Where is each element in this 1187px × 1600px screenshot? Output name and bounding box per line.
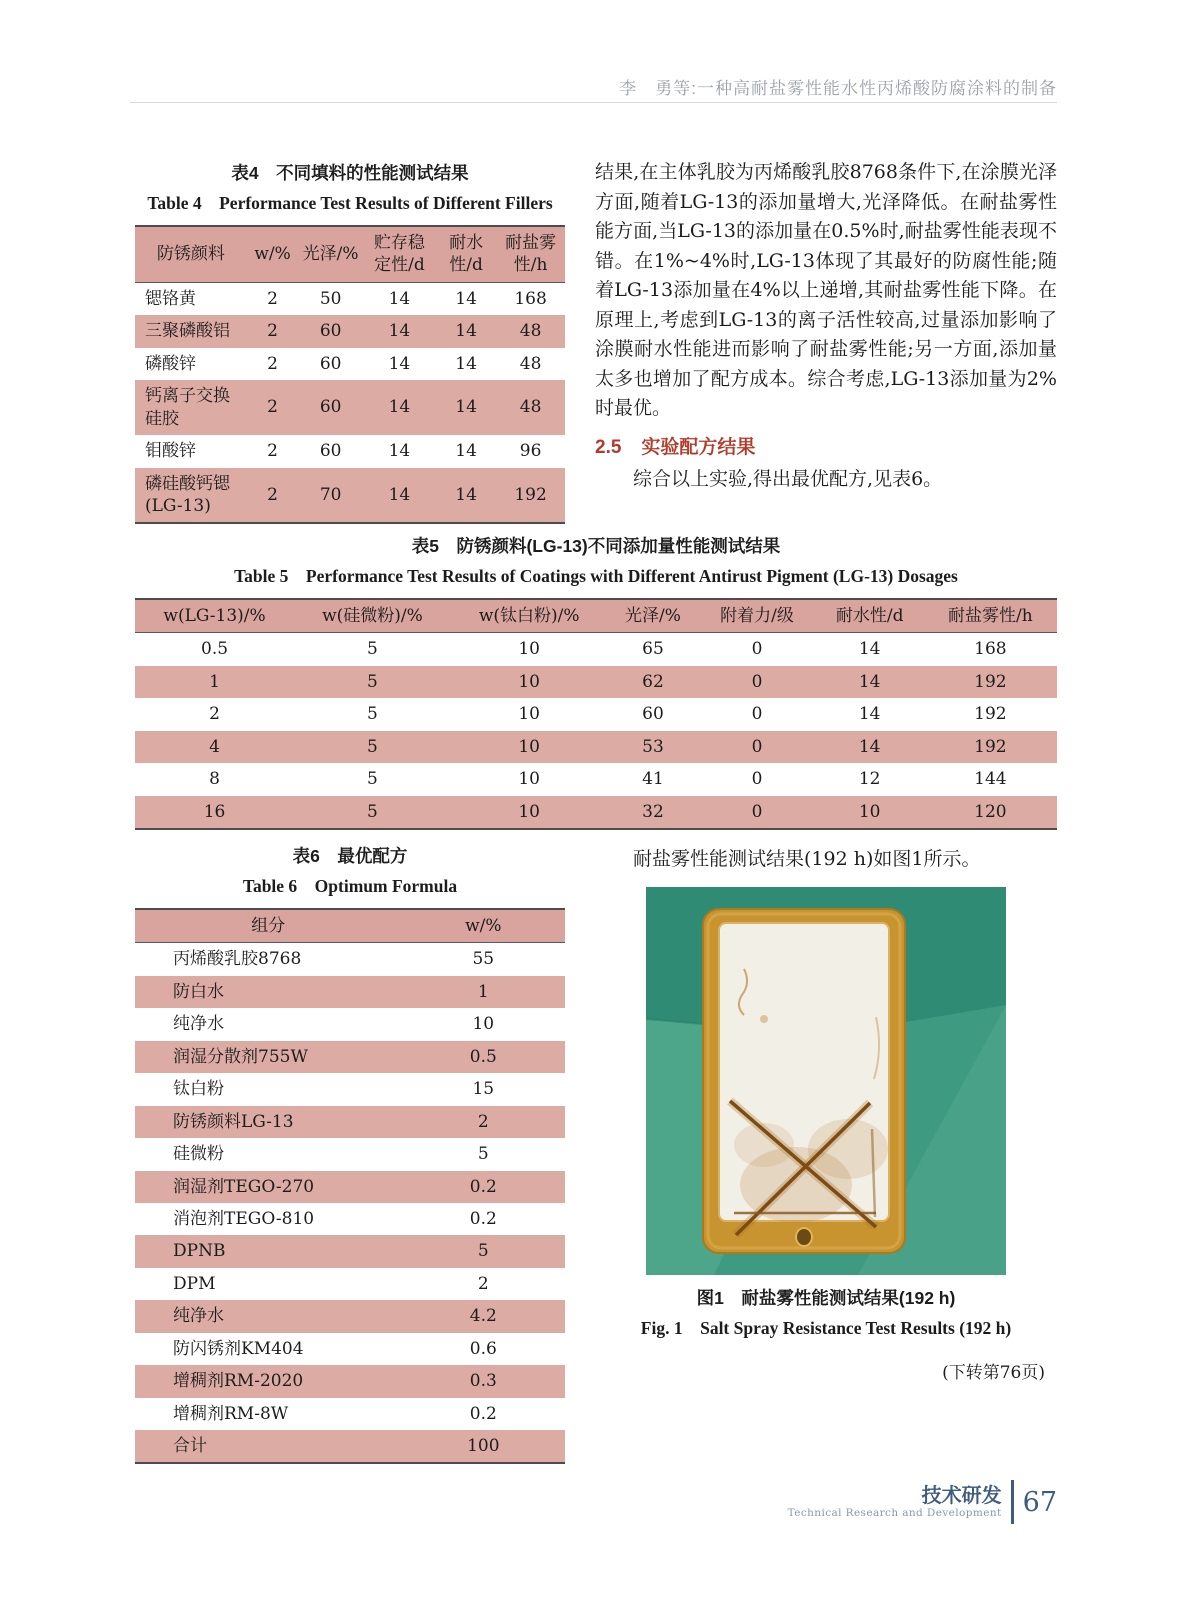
table-row <box>135 633 1057 666</box>
table-cell: 0 <box>751 801 763 822</box>
table-cell: 2 <box>267 397 278 418</box>
column-header: 附着力/级 <box>720 606 794 626</box>
table-cell: 12 <box>858 769 881 790</box>
table4-title-en: Table 4 Performance Test Results of Different Fillers <box>147 193 553 213</box>
section-number: 2.5 <box>595 436 622 458</box>
table-row <box>135 796 1057 829</box>
table5-title-en: Table 5 Performance Test Results of Coatings with Different Antirust Pigment (LG-13) Dosages <box>234 566 958 586</box>
table-cell: 53 <box>642 736 664 757</box>
table-cell: 10 <box>518 671 540 692</box>
table-cell: 0 <box>751 639 763 660</box>
table-cell: 65 <box>642 639 664 660</box>
header-divider <box>130 102 1057 103</box>
footer-section-en: Technical Research and Development <box>787 1507 1002 1519</box>
table-cell: 8 <box>209 769 220 790</box>
table-cell: 5 <box>477 1241 489 1262</box>
table5 <box>135 598 1057 830</box>
footer-labels <box>788 1485 1002 1519</box>
table-row <box>135 1300 565 1332</box>
table-cell: 5 <box>367 704 378 725</box>
table-cell: 防锈颜料LG-13 <box>173 1111 294 1132</box>
table5-title-zh: 表5 防锈颜料(LG-13)不同添加量性能测试结果 <box>411 536 781 556</box>
table-cell: 5 <box>367 769 378 790</box>
table-cell: 10 <box>472 1014 495 1035</box>
table-cell: 14 <box>858 736 881 757</box>
table-row <box>135 1106 565 1138</box>
table-cell: 14 <box>858 704 881 725</box>
figure-intro-text: 耐盐雾性能测试结果(192 h)如图1所示。 <box>633 848 981 870</box>
table-row <box>135 666 1057 698</box>
table-row <box>135 943 565 976</box>
column-header: 贮存稳定性/d <box>373 233 425 276</box>
table-cell: 2 <box>267 484 278 505</box>
table-cell: 合计 <box>173 1436 207 1456</box>
table-cell: 144 <box>974 769 1007 790</box>
table-cell: 168 <box>514 288 547 309</box>
table-cell: 48 <box>519 397 542 418</box>
table-cell: 100 <box>467 1436 500 1456</box>
table-cell: 14 <box>858 671 881 692</box>
table-cell: 14 <box>455 353 477 374</box>
column-header: 耐盐雾性/h <box>948 606 1033 626</box>
table-cell: 41 <box>642 769 664 790</box>
table-cell: 防白水 <box>173 981 224 1002</box>
table-cell: 10 <box>518 639 540 660</box>
table-cell: 14 <box>455 441 477 462</box>
footer-section-zh: 技术研发 <box>921 1485 1002 1507</box>
table-cell: 0.5 <box>469 1046 497 1067</box>
column-header: w/% <box>254 244 291 265</box>
table-cell: 192 <box>514 484 547 505</box>
table-cell: 0.5 <box>201 639 229 660</box>
table-cell: 0.3 <box>469 1371 497 1392</box>
table-row <box>135 1398 565 1430</box>
table6-title-en: Table 6 Optimum Formula <box>242 876 458 896</box>
section-paragraph: 综合以上实验,得出最优配方,见表6。 <box>633 467 943 490</box>
table-cell: 0.2 <box>469 1176 497 1197</box>
table-cell: 0.6 <box>469 1338 497 1359</box>
table-cell: 48 <box>519 353 542 374</box>
table-cell: 14 <box>388 484 411 505</box>
column-header: 光泽/% <box>302 244 359 265</box>
test-panel <box>703 909 905 1253</box>
table-cell: 润湿分散剂755W <box>173 1046 308 1067</box>
table-cell: 192 <box>974 704 1007 725</box>
table-row <box>135 763 1057 795</box>
table-cell: 2 <box>477 1111 489 1132</box>
table-cell: 硅微粉 <box>173 1144 224 1165</box>
table-cell: 14 <box>388 397 411 418</box>
table-cell: 5 <box>367 736 378 757</box>
table-cell: 14 <box>455 484 477 505</box>
page-number: 67 <box>1022 1486 1057 1518</box>
panel-hole <box>796 1228 812 1246</box>
table-cell: 2 <box>267 288 278 309</box>
discussion-column <box>595 158 1057 494</box>
figure-caption-zh: 图1 耐盐雾性能测试结果(192 h) <box>696 1288 956 1308</box>
column-header: 耐盐雾性/h <box>505 233 557 276</box>
table-cell: 0.2 <box>469 1403 497 1424</box>
table-cell: 62 <box>642 671 664 692</box>
table-cell: 2 <box>477 1273 489 1294</box>
table-cell: 14 <box>388 441 411 462</box>
table-cell: 锶铬黄 <box>145 288 196 309</box>
table-cell: 0 <box>751 736 763 757</box>
table-row <box>135 315 565 347</box>
table-cell: 10 <box>518 736 540 757</box>
table-cell: 三聚磷酸铝 <box>145 321 230 342</box>
table-row <box>135 1008 565 1040</box>
table-cell: 1 <box>477 981 489 1002</box>
table-cell: 70 <box>319 484 342 505</box>
table-cell: 192 <box>974 671 1007 692</box>
table-cell: 50 <box>319 288 342 309</box>
table-cell: 0.2 <box>469 1208 497 1229</box>
table-row <box>135 1268 565 1300</box>
figure-caption-en: Fig. 1 Salt Spray Resistance Test Results (192 h) <box>640 1318 1012 1338</box>
table-row <box>135 976 565 1008</box>
continued-note: (下转第76页) <box>942 1363 1045 1383</box>
header-row <box>135 909 565 943</box>
table-cell: 55 <box>472 949 495 970</box>
table-cell: 磷硅酸钙锶(LG-13) <box>145 473 230 516</box>
column-header: 耐水性/d <box>449 233 484 276</box>
table-row <box>135 282 565 315</box>
table-cell: 4 <box>209 736 220 757</box>
table-cell: 丙烯酸乳胶8768 <box>173 949 302 970</box>
table-cell: 5 <box>367 671 378 692</box>
table-cell: 润湿剂TEGO-270 <box>173 1176 315 1197</box>
table-cell: 增稠剂RM-2020 <box>173 1371 304 1392</box>
table-cell: 10 <box>858 801 881 822</box>
column-header: 组分 <box>251 916 286 936</box>
table-cell: 5 <box>477 1144 489 1165</box>
table4-title-zh: 表4 不同填料的性能测试结果 <box>231 163 469 183</box>
table-row <box>135 1041 565 1073</box>
table-cell: 10 <box>518 704 540 725</box>
table-cell: 钛白粉 <box>173 1079 224 1100</box>
table-row <box>135 435 565 467</box>
table-cell: 60 <box>319 397 342 418</box>
table-cell: 14 <box>455 321 477 342</box>
table-cell: 1 <box>209 671 220 692</box>
figure-block <box>595 845 1057 1383</box>
table4-block <box>135 160 565 524</box>
column-header: w/% <box>465 916 502 936</box>
table-cell: 14 <box>455 288 477 309</box>
table-row <box>135 1365 565 1397</box>
table5-block <box>135 533 1057 830</box>
table-cell: 48 <box>519 321 542 342</box>
table-cell: 2 <box>267 353 278 374</box>
table-cell: 14 <box>388 353 411 374</box>
table-cell: 10 <box>518 801 540 822</box>
header-row <box>135 599 1057 633</box>
table-cell: 10 <box>518 769 540 790</box>
column-header: 光泽/% <box>625 606 681 626</box>
column-header: w(硅微粉)/% <box>322 606 423 626</box>
table-row <box>135 731 1057 763</box>
table-cell: 60 <box>642 704 664 725</box>
table-cell: 14 <box>858 639 881 660</box>
page-footer <box>788 1480 1057 1524</box>
discussion-paragraph: 结果,在主体乳胶为丙烯酸乳胶8768条件下,在涂膜光泽方面,随着LG-13的添加量增大,光泽降低。在耐盐雾性能方面,当LG-13的添加量在0.5%时,耐盐雾性能表现不错。在1%~4%时,LG-13体现了其最好的防腐性能;随着LG-13添加量在4%以上递增,其耐盐雾性能下降。在原理上,考虑到LG-13的离子活性较高,过量添加影响了涂膜耐水性能进而影响了耐盐雾性能;另一方面,添加量太多也增加了配方成本。综合考虑,LG-13添加量为2%时最优。 <box>595 161 1057 419</box>
table-row <box>135 1430 565 1463</box>
table-cell: 0 <box>751 704 763 725</box>
table-row <box>135 380 565 435</box>
table-cell: 16 <box>203 801 226 822</box>
table-cell: 纯净水 <box>173 1306 224 1327</box>
section-heading <box>595 432 1057 459</box>
table-row <box>135 1171 565 1203</box>
table-cell: 2 <box>267 441 278 462</box>
table-cell: 168 <box>974 639 1007 660</box>
section-title: 实验配方结果 <box>641 436 756 458</box>
table-cell: 60 <box>319 353 342 374</box>
header-row <box>135 226 565 282</box>
table4 <box>135 225 565 524</box>
table-cell: 2 <box>267 321 278 342</box>
table-row <box>135 348 565 380</box>
column-header: 防锈颜料 <box>156 244 225 265</box>
table-cell: 14 <box>388 321 411 342</box>
column-header: w(LG-13)/% <box>163 606 266 626</box>
table-row <box>135 1333 565 1365</box>
table-row <box>135 1203 565 1235</box>
table-cell: 防闪锈剂KM404 <box>173 1338 304 1359</box>
table6-title-zh: 表6 最优配方 <box>292 846 408 866</box>
table-cell: 钼酸锌 <box>145 441 196 462</box>
table-cell: DPNB <box>173 1241 226 1262</box>
table-cell: 钙离子交换硅胶 <box>145 386 230 429</box>
table-row <box>135 1073 565 1105</box>
table-cell: 60 <box>319 321 342 342</box>
table-cell: 5 <box>367 801 378 822</box>
column-header: 耐水性/d <box>835 606 904 626</box>
table-row <box>135 1138 565 1170</box>
table-cell: 磷酸锌 <box>145 353 196 374</box>
salt-spray-test-photo <box>646 887 1006 1275</box>
table-cell: 2 <box>209 704 220 725</box>
table-cell: 192 <box>974 736 1007 757</box>
table-cell: 15 <box>472 1079 495 1100</box>
table-cell: 增稠剂RM-8W <box>173 1403 289 1424</box>
table-cell: 0 <box>751 671 763 692</box>
table-cell: 14 <box>388 288 411 309</box>
running-head: 李 勇等:一种高耐盐雾性能水性丙烯酸防腐涂料的制备 <box>619 79 1057 98</box>
table6-block <box>135 843 565 1464</box>
table-cell: 32 <box>642 801 664 822</box>
table-cell: 14 <box>455 397 477 418</box>
table-cell: 96 <box>519 441 542 462</box>
column-header: w(钛白粉)/% <box>478 606 580 626</box>
table-row <box>135 698 1057 730</box>
table-row <box>135 1235 565 1267</box>
table-cell: 纯净水 <box>173 1014 224 1035</box>
table6 <box>135 908 565 1464</box>
table-cell: 60 <box>319 441 342 462</box>
table-cell: DPM <box>173 1273 216 1294</box>
table-row <box>135 468 565 524</box>
table-cell: 5 <box>367 639 378 660</box>
table-cell: 消泡剂TEGO-810 <box>173 1208 315 1229</box>
table-cell: 4.2 <box>469 1306 497 1327</box>
table-cell: 0 <box>751 769 763 790</box>
footer-divider-bar <box>1011 1480 1014 1524</box>
table-cell: 120 <box>974 801 1007 822</box>
